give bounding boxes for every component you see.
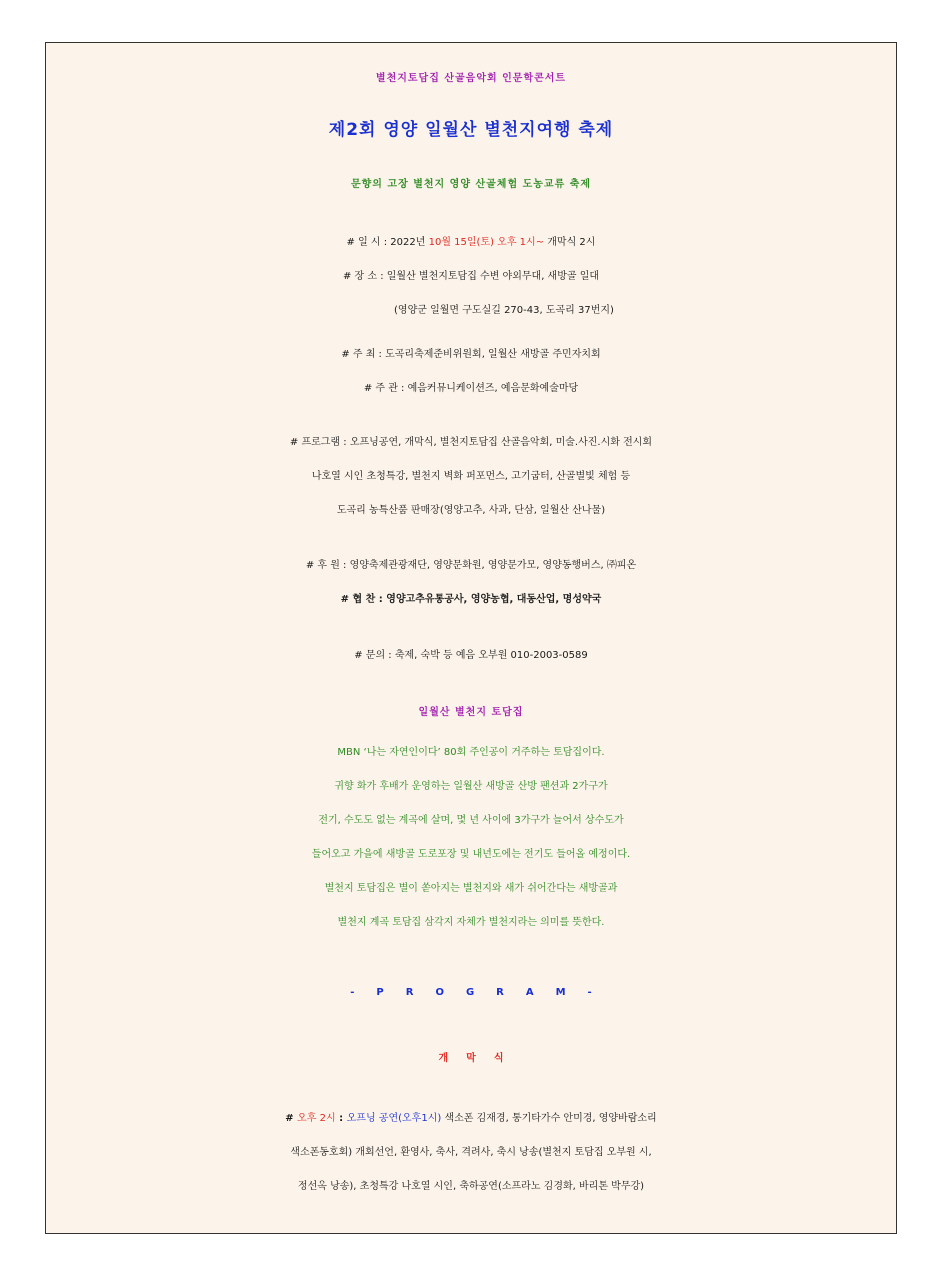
schedule-time: 오후 2시 <box>297 1113 336 1124</box>
date-highlight: 10월 15일(토) 오후 1시~ <box>428 237 545 248</box>
program-heading: -PROGRAM- <box>350 987 614 998</box>
date-suffix: 개막식 2시 <box>544 237 596 248</box>
support-line: # 후 원 : 영양축제관광재단, 영양문화원, 영양문가모, 영양동행버스, ㈜피온 <box>305 560 637 571</box>
contact-line: # 문의 : 축제, 숙박 등 예음 오부원 010-2003-0589 <box>354 650 588 661</box>
about-line: 전기, 수도도 없는 계곡에 살며, 몇 년 사이에 3가구가 늘어서 상수도가 <box>318 815 624 826</box>
date-label: # 일 시 : 2022년 <box>346 237 429 248</box>
about-heading: 일월산 별천지 토담집 <box>418 707 524 718</box>
event-title: 제2회 영양 일월산 별천지여행 축제 <box>328 120 614 140</box>
program-line-1: # 프로그램 : 오프닝공연, 개막식, 별천지토담집 산골음악회, 미술.사진.시화 전시회 <box>289 437 653 448</box>
about-line: MBN ‘나는 자연인이다’ 80회 주인공이 거주하는 토담집이다. <box>337 747 605 758</box>
about-line: 별천지 계곡 토담집 삼각지 자체가 별천지라는 의미를 뜻한다. <box>337 917 605 928</box>
opening-performance: 오프닝 공연(오후1시) <box>346 1113 442 1124</box>
opening-heading: 개막식 <box>438 1053 522 1064</box>
poster <box>45 42 897 1234</box>
about-line: 별천지 토담집은 별이 쏟아지는 별천지와 새가 쉬어간다는 새방골과 <box>324 883 618 894</box>
schedule-line-2: 색소폰동호회) 개회선언, 환영사, 축사, 격려사, 축시 낭송(별천지 토담집 오부원 시, <box>290 1147 652 1158</box>
host-line: # 주 최 : 도곡리축제준비위원회, 일월산 새방골 주민자치회 <box>341 349 601 360</box>
venue-line: # 장 소 : 일월산 별천지토담집 수변 야외무대, 새방골 일대 <box>342 271 600 282</box>
schedule-colon: : <box>335 1113 347 1124</box>
address-line: (영양군 일월면 구도실길 270-43, 도곡리 37번지) <box>394 305 614 316</box>
program-line-3: 도곡리 농특산품 판매장(영양고추, 사과, 단삼, 일월산 산나물) <box>336 505 606 516</box>
program-line-2: 나호열 시인 초청특강, 별천지 벽화 퍼포먼스, 고기굽터, 산골별빛 체험 등 <box>311 471 631 482</box>
organizer-line: # 주 관 : 예음커뮤니케이션즈, 예음문화예술마당 <box>363 383 579 394</box>
schedule-line-1-rest: 색소폰 김재경, 통기타가수 안미경, 영양바람소리 <box>441 1113 657 1124</box>
schedule-hash: # <box>285 1113 298 1124</box>
schedule-line-1 <box>46 1109 896 1124</box>
event-subtitle: 별천지토담집 산골음악회 인문학콘서트 <box>375 73 567 84</box>
about-line: 들어오고 가을에 새방골 도로포장 및 내년도에는 전기도 들어올 예정이다. <box>311 849 631 860</box>
event-tagline: 문향의 고장 별천지 영양 산골체험 도농교류 축제 <box>350 179 592 190</box>
about-line: 귀향 화가 후배가 운영하는 일월산 새방골 산방 팬션과 2가구가 <box>334 781 608 792</box>
date-line <box>46 233 896 248</box>
sponsor-line: # 협 찬 : 영양고추유통공사, 영양농협, 대동산업, 명성약국 <box>340 594 602 605</box>
schedule-line-3: 정선옥 낭송), 초청특강 나호열 시인, 축하공연(소프라노 김경화, 바리톤 박무강) <box>297 1181 645 1192</box>
